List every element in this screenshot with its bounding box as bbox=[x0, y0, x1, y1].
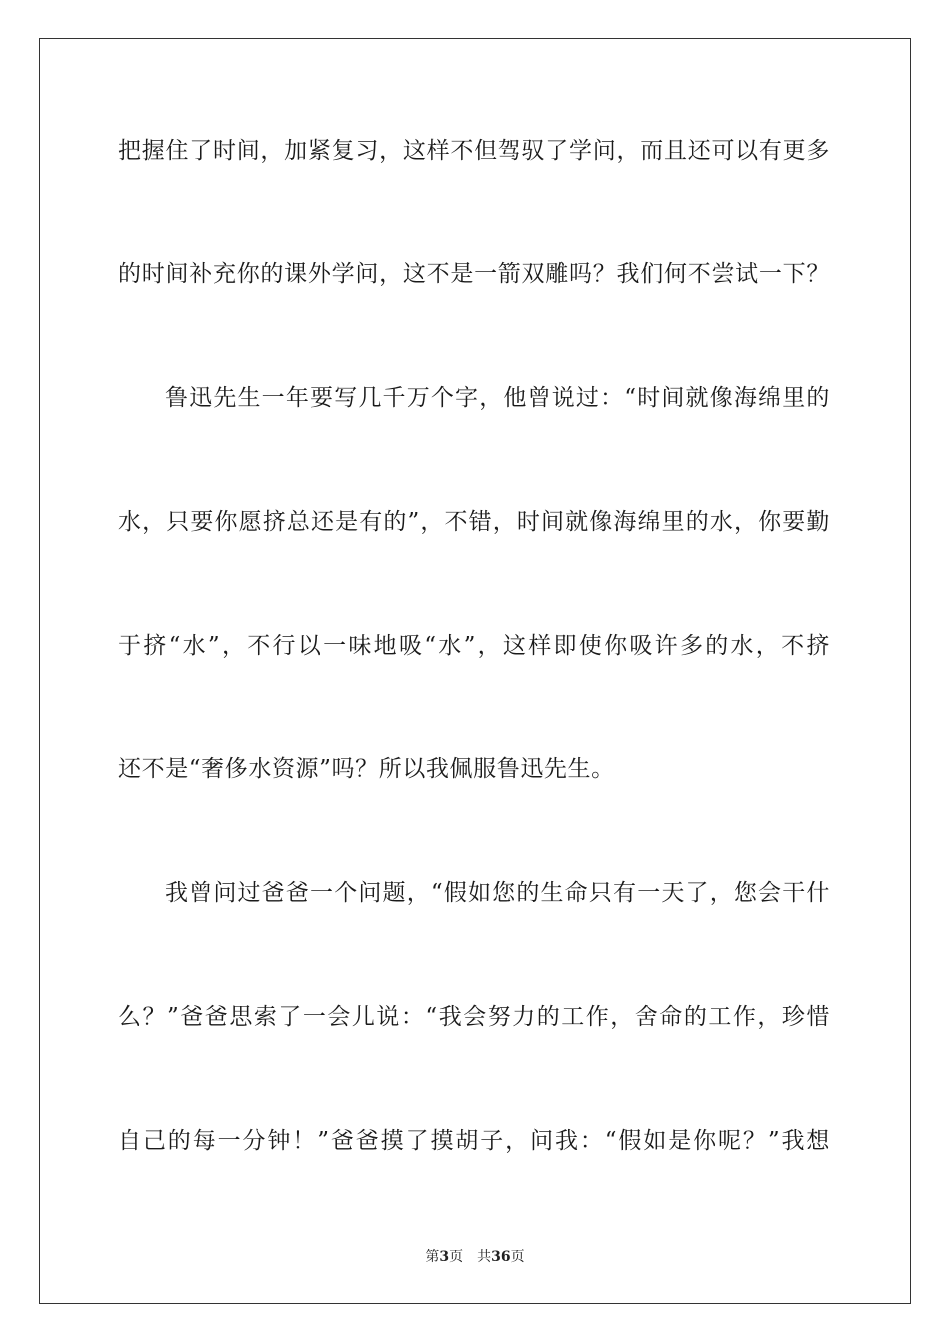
total-pages: 36 bbox=[491, 1249, 511, 1265]
total-suffix: 页 bbox=[510, 1249, 525, 1265]
text-line-1: 把握住了时间，加紧复习，这样不但驾驭了学问，而且还可以有更多 bbox=[118, 138, 830, 164]
text-line-4: 水，只要你愿挤总还是有的”，不错，时间就像海绵里的水，你要勤 bbox=[118, 509, 830, 535]
text-line-8: 么？”爸爸思索了一会儿说：“我会努力的工作，舍命的工作，珍惜 bbox=[118, 1004, 830, 1030]
text-line-7: 我曾问过爸爸一个问题，“假如您的生命只有一天了，您会干什 bbox=[165, 880, 830, 906]
total-prefix: 共 bbox=[477, 1249, 492, 1265]
text-line-5: 于挤“水”，不行以一味地吸“水”，这样即使你吸许多的水，不挤 bbox=[118, 633, 830, 659]
page-prefix: 第 bbox=[425, 1249, 440, 1265]
page-footer bbox=[0, 1248, 950, 1266]
text-line-3: 鲁迅先生一年要写几千万个字，他曾说过：“时间就像海绵里的 bbox=[165, 385, 830, 411]
text-line-6: 还不是“奢侈水资源”吗？所以我佩服鲁迅先生。 bbox=[118, 756, 615, 782]
page-suffix: 页 bbox=[449, 1249, 464, 1265]
text-line-2: 的时间补充你的课外学问，这不是一箭双雕吗？我们何不尝试一下？ bbox=[118, 261, 830, 287]
page-border bbox=[39, 38, 911, 1304]
text-line-9: 自己的每一分钟！”爸爸摸了摸胡子，问我：“假如是你呢？”我想 bbox=[118, 1128, 830, 1154]
page-number: 3 bbox=[439, 1249, 450, 1265]
